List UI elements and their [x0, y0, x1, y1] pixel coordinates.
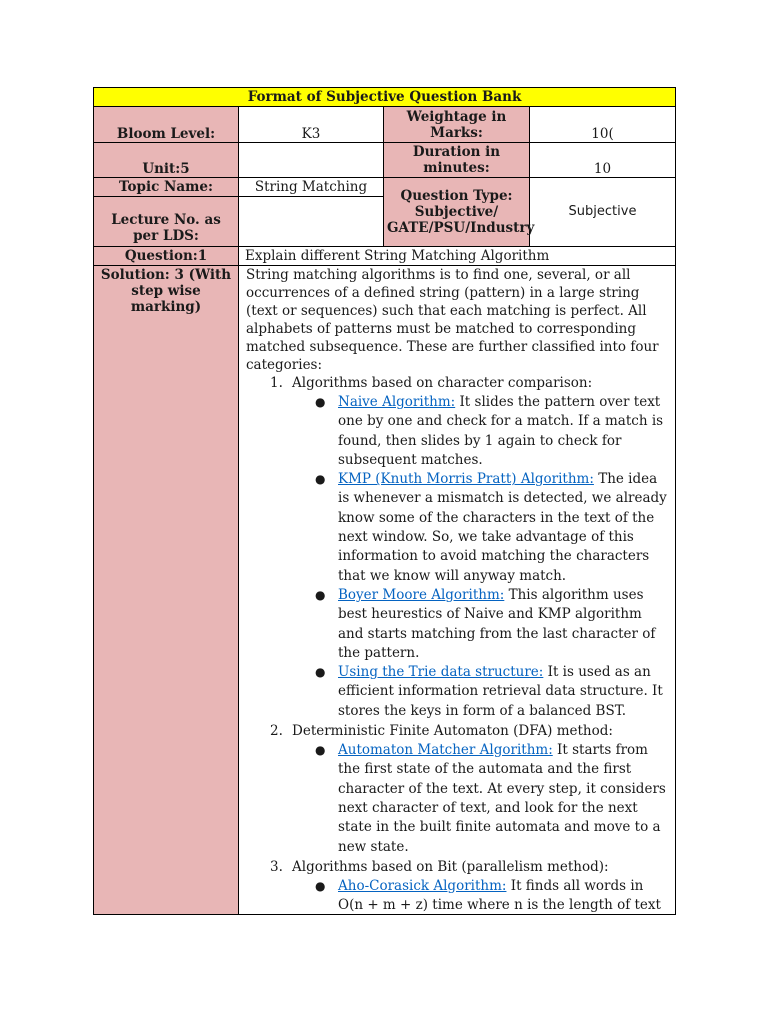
algorithm-description: It starts from the first state of the automata and the first character of the text. At every step, it considers next character of text, and look for the next state in the built finite automata and move to a new state.: [338, 742, 666, 855]
list-item: [246, 470, 675, 586]
list-item: [246, 586, 675, 663]
weightage-label: Weightage in Marks:: [384, 107, 530, 143]
bullet-icon: ●: [315, 472, 326, 487]
bullet-icon: ●: [315, 587, 326, 602]
solution-body: [246, 266, 675, 914]
duration-value: 10: [530, 143, 676, 178]
category-item: [246, 374, 675, 392]
algorithm-list: [246, 741, 675, 857]
category-number: 2.: [270, 723, 283, 740]
algorithm-description: It is used as an efficient information retrieval data structure. It stores the keys in form of a balanced BST.: [338, 664, 663, 719]
algorithm-list: [246, 393, 675, 721]
category-list: [246, 374, 675, 914]
algorithm-link[interactable]: KMP (Knuth Morris Pratt) Algorithm:: [338, 471, 594, 488]
algorithm-link[interactable]: Naive Algorithm:: [338, 394, 456, 410]
lecture-number-value: [239, 197, 384, 247]
bloom-level-value: K3: [239, 107, 384, 143]
question-text: Explain different String Matching Algorithm: [239, 247, 676, 266]
category-number: 3.: [270, 858, 283, 875]
bloom-level-label: Bloom Level:: [94, 107, 239, 143]
algorithm-list: [246, 877, 675, 914]
solution-label: Solution: 3 (With step wise marking): [94, 266, 239, 915]
algorithm-description: The idea is whenever a mismatch is detected, we already know some of the characters in the text of the next window. So, we take advantage of this information to avoid matching the characters that we know will anyway match.: [338, 471, 667, 584]
algorithm-description: It slides the pattern over text one by one and check for a match. If a match is found, then slides by 1 again to check for subsequent matches.: [338, 394, 664, 468]
question-bank-table: [93, 87, 676, 915]
bullet-icon: ●: [315, 395, 326, 409]
weightage-value: 10(: [530, 107, 676, 143]
algorithm-description: This algorithm uses best heurestics of Naive and KMP algorithm and starts matching from the last character of the pattern.: [338, 586, 656, 661]
topic-name-label: Topic Name:: [94, 178, 239, 197]
question-type-value: Subjective: [530, 178, 676, 247]
category-number: 1.: [270, 375, 283, 391]
category-title: Algorithms based on character comparison:: [292, 375, 593, 391]
solution-intro: String matching algorithms is to find one, several, or all occurrences of a defined string (pattern) in a large string (text or sequences) such that each matching is perfect. All alphabets of patterns must be matched to corresponding matched subsequence. These are further classified into four categories:: [246, 267, 659, 373]
category-item: [246, 858, 675, 876]
question-label: Question:1: [94, 247, 239, 266]
question-bank-sheet: [93, 87, 675, 915]
unit-label: Unit:5: [94, 143, 239, 178]
bullet-icon: ●: [315, 878, 326, 893]
unit-value: [239, 143, 384, 178]
bullet-icon: ●: [315, 665, 326, 680]
list-item: [246, 741, 675, 857]
list-item: [246, 393, 675, 470]
algorithm-link[interactable]: Boyer Moore Algorithm:: [338, 586, 505, 603]
table-title: Format of Subjective Question Bank: [94, 88, 676, 107]
list-item: [246, 663, 675, 721]
lecture-number-label: Lecture No. as per LDS:: [94, 197, 239, 247]
duration-label: Duration in minutes:: [384, 143, 530, 178]
bullet-icon: ●: [315, 743, 326, 758]
list-item: [246, 877, 675, 914]
category-title: Deterministic Finite Automaton (DFA) method:: [292, 723, 613, 740]
topic-name-value: String Matching: [239, 178, 384, 197]
solution-cell: [239, 266, 676, 915]
algorithm-link[interactable]: Automaton Matcher Algorithm:: [338, 742, 553, 759]
question-type-label: Question Type: Subjective/ GATE/PSU/Industry: [384, 178, 530, 247]
category-title: Algorithms based on Bit (parallelism method):: [292, 858, 609, 875]
algorithm-link[interactable]: Using the Trie data structure:: [338, 664, 544, 681]
algorithm-link[interactable]: Aho-Corasick Algorithm:: [338, 877, 507, 894]
category-item: [246, 722, 675, 740]
algorithm-description: It finds all words in O(n + m + z) time where n is the length of text: [338, 877, 661, 914]
